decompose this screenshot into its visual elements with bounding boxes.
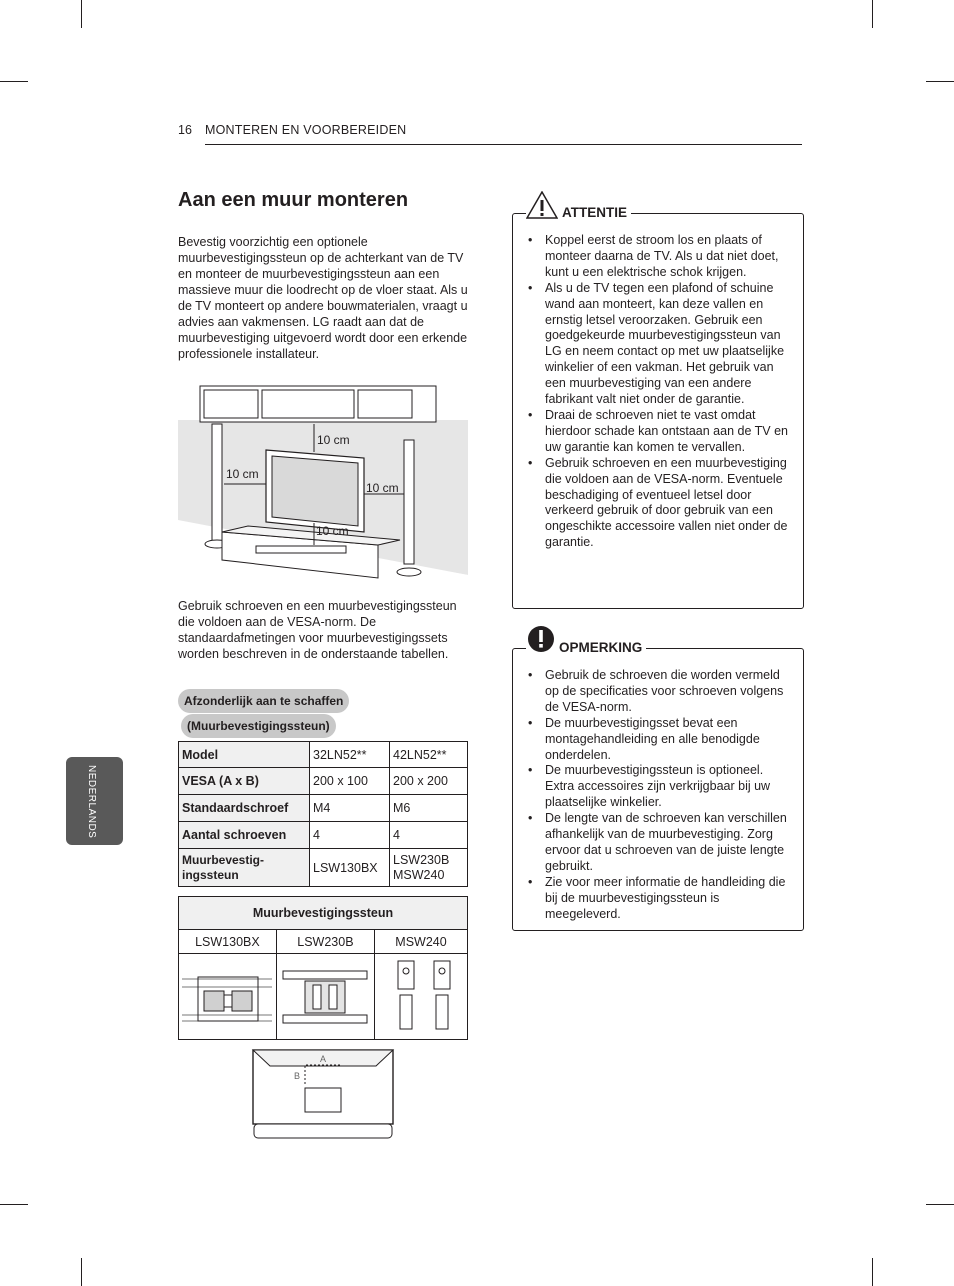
intro-paragraph: Bevestig voorzichtig een optionele muurbevestigingssteun op de achterkant van de TV en monteer de muurbevestigingssteun aan een massieve muur die loodrecht op de vloer staat. Als u de TV monteert op andere bouwmaterialen, vraagt u advies aan vakmensen. LG raadt aan dat de muurbevestiging uitgevoerd wordt door een erkende professionele installateur. — [178, 235, 468, 361]
crop-mark — [81, 1258, 82, 1286]
crop-mark — [926, 81, 954, 82]
section-title: MONTEREN EN VOORBEREIDEN — [205, 123, 407, 137]
list-item: • Gebruik de schroeven die worden vermeld op de specificaties voor schroeven volgens de VESA-norm. — [527, 668, 791, 716]
bracket-lsw230b-image — [276, 954, 374, 1040]
opmerking-title: OPMERKING — [555, 640, 646, 655]
row-label: Aantal schroeven — [179, 822, 310, 849]
list-item: • De muurbevestigingssteun is optioneel. Extra accessoires zijn verkrijgbaar bij uw plaatselijke winkelier. — [527, 763, 791, 811]
crop-mark — [81, 0, 82, 28]
spec-table — [178, 741, 468, 887]
list-item: • Koppel eerst de stroom los en plaats of monteer daarna de TV. Als u dat niet doet, kunt u een elektrische schok krijgen. — [527, 233, 791, 281]
list-item: • Gebruik schroeven en een muurbevestiging die voldoen aan de VESA-norm. Eventuele beschadiging of eventueel letsel door verkeerd gebruik of door gebruik van een ongeschikte accessoire vallen niet onder de garantie. — [527, 456, 791, 551]
cell-32: M4 — [310, 795, 390, 822]
vesa-b-label: B — [294, 1071, 301, 1081]
list-item: • De muurbevestigingsset bevat een montagehandleiding en alle benodigde onderdelen. — [527, 716, 791, 764]
table-row — [179, 795, 468, 822]
language-tab — [66, 757, 123, 845]
crop-mark — [872, 1258, 873, 1286]
opmerking-box — [512, 648, 804, 931]
header-rule — [205, 144, 802, 145]
attentie-box — [512, 213, 804, 609]
page-title: Aan een muur monteren — [178, 189, 409, 211]
vesa-a-label: A — [320, 1054, 327, 1064]
list-item: • Zie voor meer informatie de handleiding die bij de muurbevestigingssteun is meegeleverd. — [527, 875, 791, 923]
table-row — [179, 849, 468, 887]
row-label: Model — [179, 742, 310, 768]
cell-42: LSW230B MSW240 — [390, 849, 468, 887]
list-item: • Draai de schroeven niet te vast omdat hierdoor schade kan ontstaan aan de TV en uw garantie kan komen te vervallen. — [527, 408, 791, 456]
cell-42: 4 — [390, 822, 468, 849]
clearance-top-label: 10 cm — [317, 433, 350, 447]
mount-col-3: MSW240 — [375, 930, 468, 954]
table-row — [179, 742, 468, 768]
cell-42: 200 x 200 — [390, 768, 468, 795]
mount-table — [178, 896, 468, 1040]
attentie-title: ATTENTIE — [558, 205, 631, 220]
attentie-list — [527, 233, 791, 551]
cell-32: LSW130BX — [310, 849, 390, 887]
table-row — [179, 768, 468, 795]
list-item: • Als u de TV tegen een plafond of schuine wand aan monteert, kan deze vallen en ernstig letsel veroorzaken. Gebruik een goedgekeurde muurbevestigingssteun van LG en neem contact op met uw plaatselijke winkelier of een vakman. Het gebruik van een muurbevestiging van een andere fabrikant valt niet onder de garantie. — [527, 281, 791, 408]
exclamation-circle-icon — [526, 625, 558, 655]
row-label: VESA (A x B) — [179, 768, 310, 795]
separately-pill-line2: (Muurbevestigingssteun) — [181, 714, 336, 738]
crop-mark — [0, 1204, 28, 1205]
cell-42: 42LN52** — [390, 742, 468, 768]
mount-table-header: Muurbevestigingssteun — [179, 897, 468, 930]
vesa-paragraph: Gebruik schroeven en een muurbevestigingssteun die voldoen aan de VESA-norm. De standaardafmetingen voor muurbevestigingssets worden beschreven in de onderstaande tabellen. — [178, 599, 457, 661]
bracket-lsw130bx-image — [179, 954, 277, 1040]
list-item: • De lengte van de schroeven kan verschillen afhankelijk van de muurbevestiging. Zorg ervoor dat u schroeven van de juiste lengte gebruikt. — [527, 811, 791, 875]
clearance-left-label: 10 cm — [226, 467, 259, 481]
mount-col-1: LSW130BX — [179, 930, 277, 954]
clearance-bottom-label: 10 cm — [316, 524, 349, 538]
separately-pill-line1: Afzonderlijk aan te schaffen — [178, 689, 349, 713]
row-label: Muurbevestig-ingssteun — [179, 849, 310, 887]
crop-mark — [926, 1204, 954, 1205]
cell-32: 32LN52** — [310, 742, 390, 768]
warning-triangle-icon — [526, 191, 558, 219]
vesa-ab-illustration — [250, 1048, 396, 1142]
cell-32: 200 x 100 — [310, 768, 390, 795]
cell-42: M6 — [390, 795, 468, 822]
clearance-illustration — [178, 380, 470, 580]
page-number: 16 — [178, 123, 192, 137]
mount-col-2: LSW230B — [276, 930, 374, 954]
clearance-right-label: 10 cm — [366, 481, 399, 495]
row-label: Standaardschroef — [179, 795, 310, 822]
cell-32: 4 — [310, 822, 390, 849]
table-row — [179, 822, 468, 849]
crop-mark — [872, 0, 873, 28]
crop-mark — [0, 81, 28, 82]
bracket-msw240-image — [375, 954, 468, 1040]
language-tab-label: NEDERLANDS — [86, 765, 97, 839]
opmerking-list — [527, 668, 791, 923]
